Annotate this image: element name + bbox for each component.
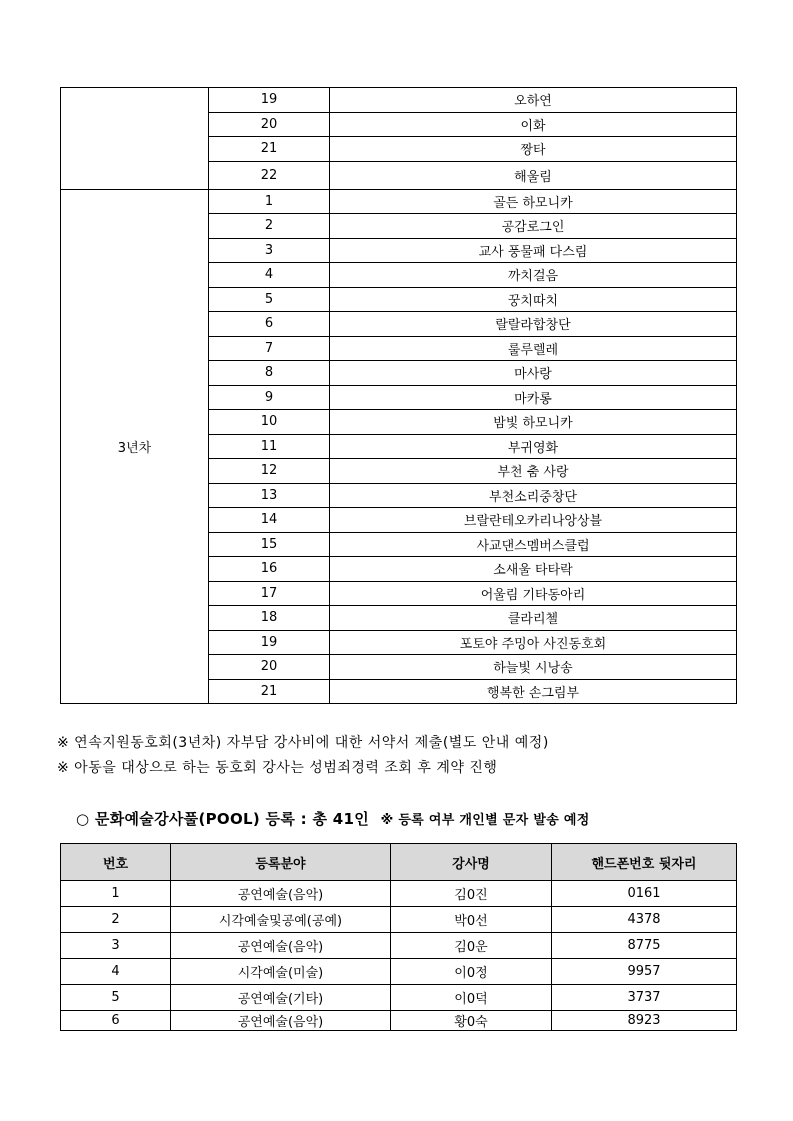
club-name-cell: 골든 하모니카 bbox=[330, 189, 737, 214]
header-instructor: 강사명 bbox=[391, 844, 552, 881]
row-number-cell: 2 bbox=[61, 907, 171, 933]
header-number: 번호 bbox=[61, 844, 171, 881]
club-number-cell: 12 bbox=[209, 459, 330, 484]
club-number-cell: 10 bbox=[209, 410, 330, 435]
table-row bbox=[61, 959, 737, 985]
club-number-cell: 17 bbox=[209, 581, 330, 606]
header-phone-suffix: 핸드폰번호 뒷자리 bbox=[552, 844, 737, 881]
club-name-cell: 이화 bbox=[330, 112, 737, 137]
club-name-cell: 공감로그인 bbox=[330, 214, 737, 239]
pool-table bbox=[60, 843, 737, 1031]
club-number-cell: 1 bbox=[209, 189, 330, 214]
club-name-cell: 꿍치따치 bbox=[330, 287, 737, 312]
pool-section-heading bbox=[76, 808, 590, 829]
phone-suffix-cell: 8775 bbox=[552, 933, 737, 959]
club-number-cell: 4 bbox=[209, 263, 330, 288]
phone-suffix-cell: 0161 bbox=[552, 881, 737, 907]
club-number-cell: 20 bbox=[209, 112, 330, 137]
club-number-cell: 15 bbox=[209, 532, 330, 557]
group-label-cell bbox=[61, 88, 209, 190]
instructor-name-cell: 황0숙 bbox=[391, 1011, 552, 1031]
club-name-cell: 어울림 기타동아리 bbox=[330, 581, 737, 606]
club-number-cell: 18 bbox=[209, 606, 330, 631]
club-name-cell: 사교댄스멤버스클럽 bbox=[330, 532, 737, 557]
club-name-cell: 해울림 bbox=[330, 161, 737, 189]
row-number-cell: 1 bbox=[61, 881, 171, 907]
pool-table-body bbox=[61, 881, 737, 1031]
club-number-cell: 21 bbox=[209, 137, 330, 162]
row-number-cell: 5 bbox=[61, 985, 171, 1011]
note-pledge: ※ 연속지원동호회(3년차) 자부담 강사비에 대한 서약서 제출(별도 안내 예정) bbox=[57, 735, 549, 751]
table-row bbox=[61, 189, 737, 214]
club-name-cell: 브랄란테오카리나앙상블 bbox=[330, 508, 737, 533]
club-number-cell: 13 bbox=[209, 483, 330, 508]
instructor-name-cell: 김0운 bbox=[391, 933, 552, 959]
table-row bbox=[61, 933, 737, 959]
club-number-cell: 6 bbox=[209, 312, 330, 337]
pool-section-title: ○ 문화예술강사풀(POOL) 등록 : 총 41인 bbox=[76, 810, 370, 828]
table-row bbox=[61, 985, 737, 1011]
header-field: 등록분야 bbox=[171, 844, 391, 881]
club-table bbox=[60, 87, 737, 704]
club-name-cell: 마카롱 bbox=[330, 385, 737, 410]
field-cell: 시각예술(미술) bbox=[171, 959, 391, 985]
instructor-name-cell: 이0덕 bbox=[391, 985, 552, 1011]
club-name-cell: 까치걸음 bbox=[330, 263, 737, 288]
club-number-cell: 3 bbox=[209, 238, 330, 263]
pool-section-aside: ※ 등록 여부 개인별 문자 발송 예정 bbox=[380, 813, 590, 828]
phone-suffix-cell: 9957 bbox=[552, 959, 737, 985]
club-number-cell: 11 bbox=[209, 434, 330, 459]
club-name-cell: 클라리첼 bbox=[330, 606, 737, 631]
club-name-cell: 행복한 손그림부 bbox=[330, 679, 737, 704]
club-number-cell: 9 bbox=[209, 385, 330, 410]
club-name-cell: 교사 풍물패 다스림 bbox=[330, 238, 737, 263]
instructor-name-cell: 김0진 bbox=[391, 881, 552, 907]
row-number-cell: 3 bbox=[61, 933, 171, 959]
club-number-cell: 16 bbox=[209, 557, 330, 582]
club-number-cell: 8 bbox=[209, 361, 330, 386]
club-name-cell: 부귀영화 bbox=[330, 434, 737, 459]
table-row bbox=[61, 907, 737, 933]
club-name-cell: 랄랄라합창단 bbox=[330, 312, 737, 337]
instructor-name-cell: 박0선 bbox=[391, 907, 552, 933]
club-number-cell: 20 bbox=[209, 655, 330, 680]
group-label-cell: 3년차 bbox=[61, 189, 209, 704]
row-number-cell: 4 bbox=[61, 959, 171, 985]
club-name-cell: 소새울 타타락 bbox=[330, 557, 737, 582]
club-name-cell: 밤빛 하모니카 bbox=[330, 410, 737, 435]
club-name-cell: 룰루렐레 bbox=[330, 336, 737, 361]
club-number-cell: 7 bbox=[209, 336, 330, 361]
club-name-cell: 오하연 bbox=[330, 88, 737, 113]
table-row bbox=[61, 881, 737, 907]
field-cell: 공연예술(음악) bbox=[171, 881, 391, 907]
club-number-cell: 2 bbox=[209, 214, 330, 239]
club-name-cell: 마사랑 bbox=[330, 361, 737, 386]
note-background-check: ※ 아동을 대상으로 하는 동호회 강사는 성범죄경력 조회 후 계약 진행 bbox=[57, 760, 498, 776]
club-name-cell: 짱타 bbox=[330, 137, 737, 162]
field-cell: 공연예술(기타) bbox=[171, 985, 391, 1011]
phone-suffix-cell: 4378 bbox=[552, 907, 737, 933]
club-number-cell: 14 bbox=[209, 508, 330, 533]
club-number-cell: 21 bbox=[209, 679, 330, 704]
phone-suffix-cell: 8923 bbox=[552, 1011, 737, 1031]
club-table-body bbox=[61, 88, 737, 704]
club-name-cell: 포토야 주밍아 사진동호회 bbox=[330, 630, 737, 655]
row-number-cell: 6 bbox=[61, 1011, 171, 1031]
instructor-name-cell: 이0정 bbox=[391, 959, 552, 985]
phone-suffix-cell: 3737 bbox=[552, 985, 737, 1011]
club-number-cell: 5 bbox=[209, 287, 330, 312]
club-number-cell: 19 bbox=[209, 630, 330, 655]
field-cell: 시각예술및공예(공예) bbox=[171, 907, 391, 933]
club-name-cell: 부천 춤 사랑 bbox=[330, 459, 737, 484]
club-number-cell: 19 bbox=[209, 88, 330, 113]
table-row bbox=[61, 88, 737, 113]
pool-table-header-row bbox=[61, 844, 737, 881]
table-row bbox=[61, 1011, 737, 1031]
club-name-cell: 하늘빛 시낭송 bbox=[330, 655, 737, 680]
field-cell: 공연예술(음악) bbox=[171, 1011, 391, 1031]
club-name-cell: 부천소리중창단 bbox=[330, 483, 737, 508]
field-cell: 공연예술(음악) bbox=[171, 933, 391, 959]
club-number-cell: 22 bbox=[209, 161, 330, 189]
